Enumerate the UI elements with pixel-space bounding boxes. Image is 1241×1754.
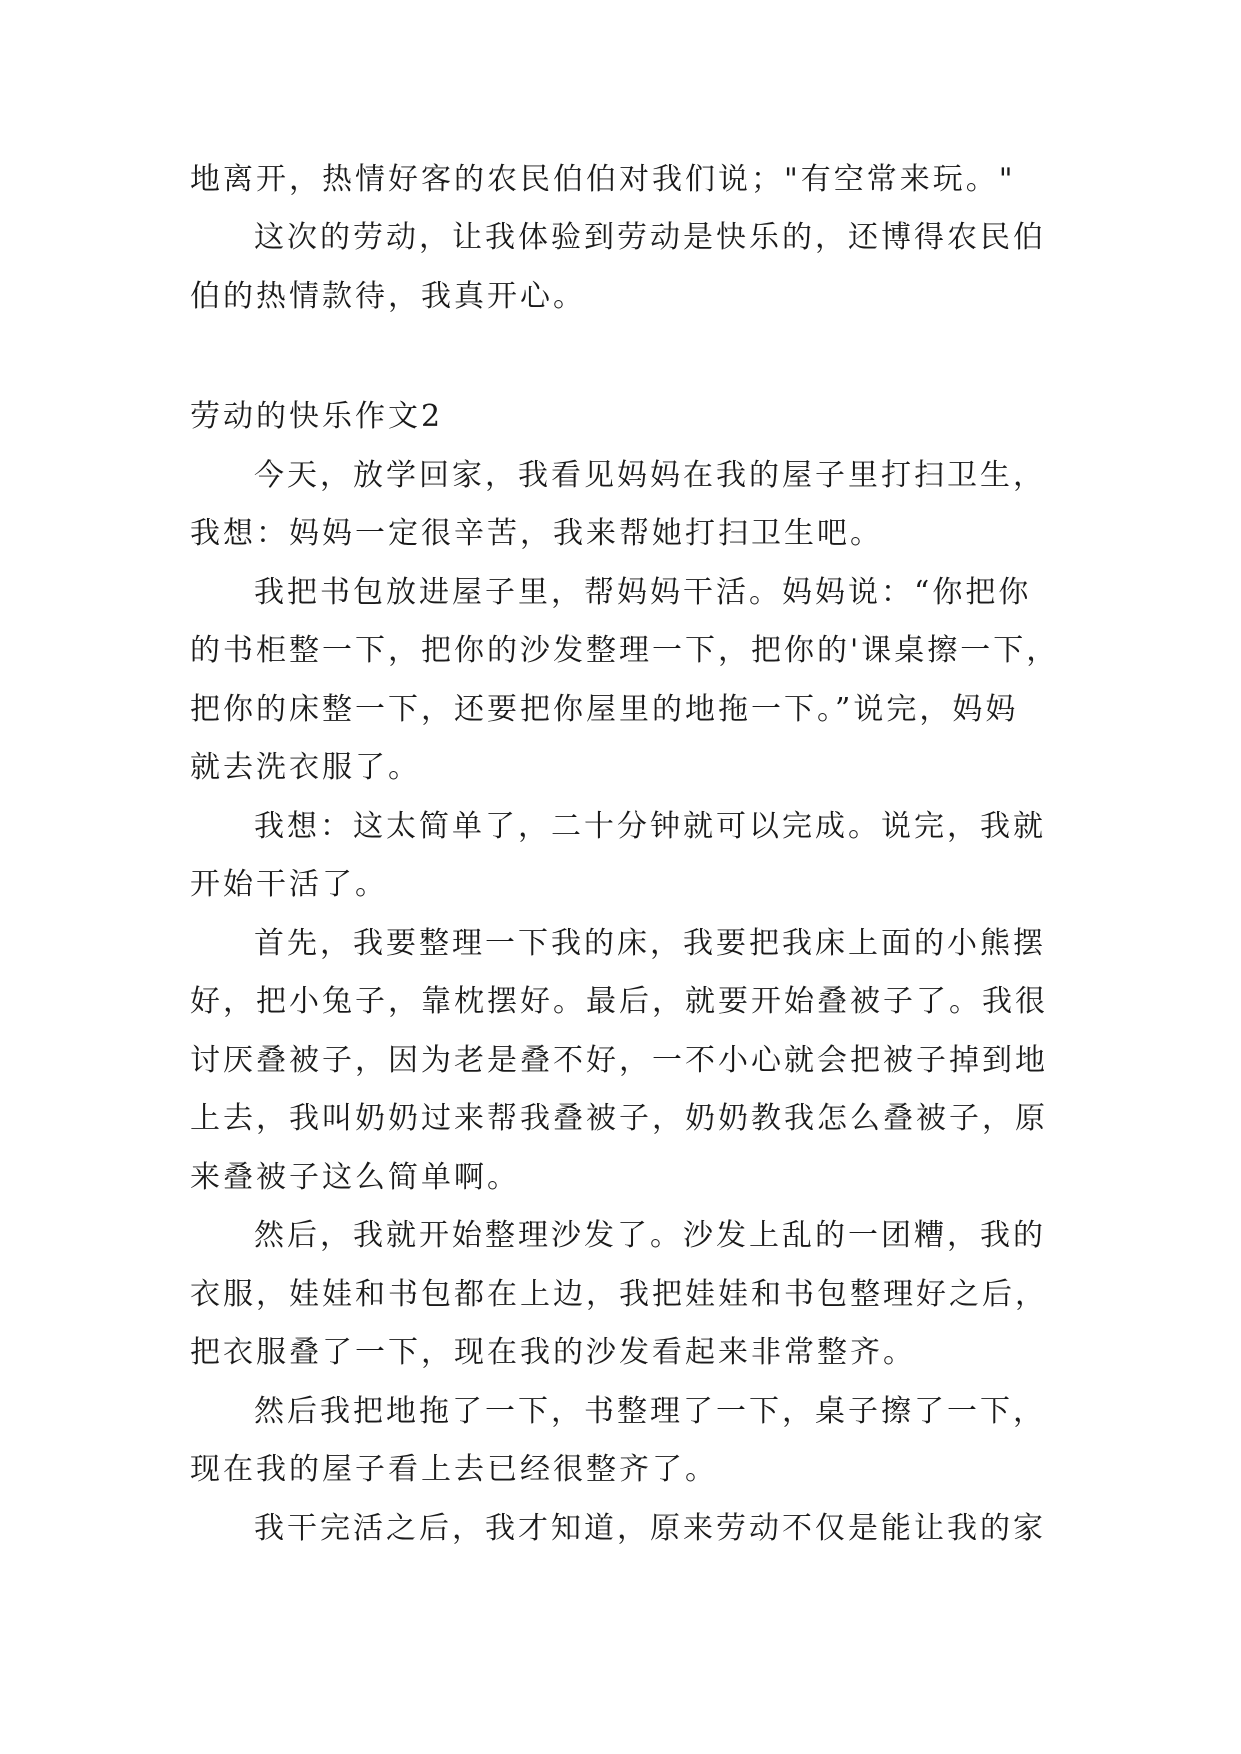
text-line: 把你的床整一下，还要把你屋里的地拖一下。”说完，妈妈: [190, 692, 1019, 727]
text-line: 的书柜整一下，把你的沙发整理一下，把你的'课桌擦一下，: [190, 633, 1060, 668]
text-line: 伯的热情款待，我真开心。: [190, 279, 586, 314]
text-line: 讨厌叠被子，因为老是叠不好，一不小心就会把被子掉到地: [190, 1043, 1048, 1078]
text-line: 然后，我就开始整理沙发了。沙发上乱的一团糟，我的: [254, 1218, 1046, 1253]
text-line: 开始干活了。: [190, 867, 388, 902]
text-line: 今天，放学回家，我看见妈妈在我的屋子里打扫卫生，: [254, 458, 1046, 493]
text-line: 把衣服叠了一下，现在我的沙发看起来非常整齐。: [190, 1335, 916, 1370]
section-heading: 劳动的快乐作文2: [190, 399, 444, 434]
text-line: 这次的劳动，让我体验到劳动是快乐的，还博得农民伯: [254, 220, 1046, 255]
text-line: 我把书包放进屋子里，帮妈妈干活。妈妈说：“你把你: [254, 575, 1032, 610]
text-line: 地离开，热情好客的农民伯伯对我们说；"有空常来玩。": [190, 162, 1016, 197]
text-line: 来叠被子这么简单啊。: [190, 1160, 520, 1195]
text-line: 然后我把地拖了一下，书整理了一下，桌子擦了一下，: [254, 1394, 1046, 1429]
text-line: 好，把小兔子，靠枕摆好。最后，就要开始叠被子了。我很: [190, 984, 1048, 1019]
text-line: 我干完活之后，我才知道，原来劳动不仅是能让我的家: [254, 1511, 1046, 1546]
text-line: 首先，我要整理一下我的床，我要把我床上面的小熊摆: [254, 926, 1046, 961]
text-line: 我想：这太简单了，二十分钟就可以完成。说完，我就: [254, 809, 1046, 844]
text-line: 现在我的屋子看上去已经很整齐了。: [190, 1452, 718, 1487]
text-line: 上去，我叫奶奶过来帮我叠被子，奶奶教我怎么叠被子，原: [190, 1101, 1048, 1136]
text-line: 我想：妈妈一定很辛苦，我来帮她打扫卫生吧。: [190, 516, 883, 551]
text-line: 衣服，娃娃和书包都在上边，我把娃娃和书包整理好之后，: [190, 1277, 1048, 1312]
text-line: 就去洗衣服了。: [190, 750, 421, 785]
